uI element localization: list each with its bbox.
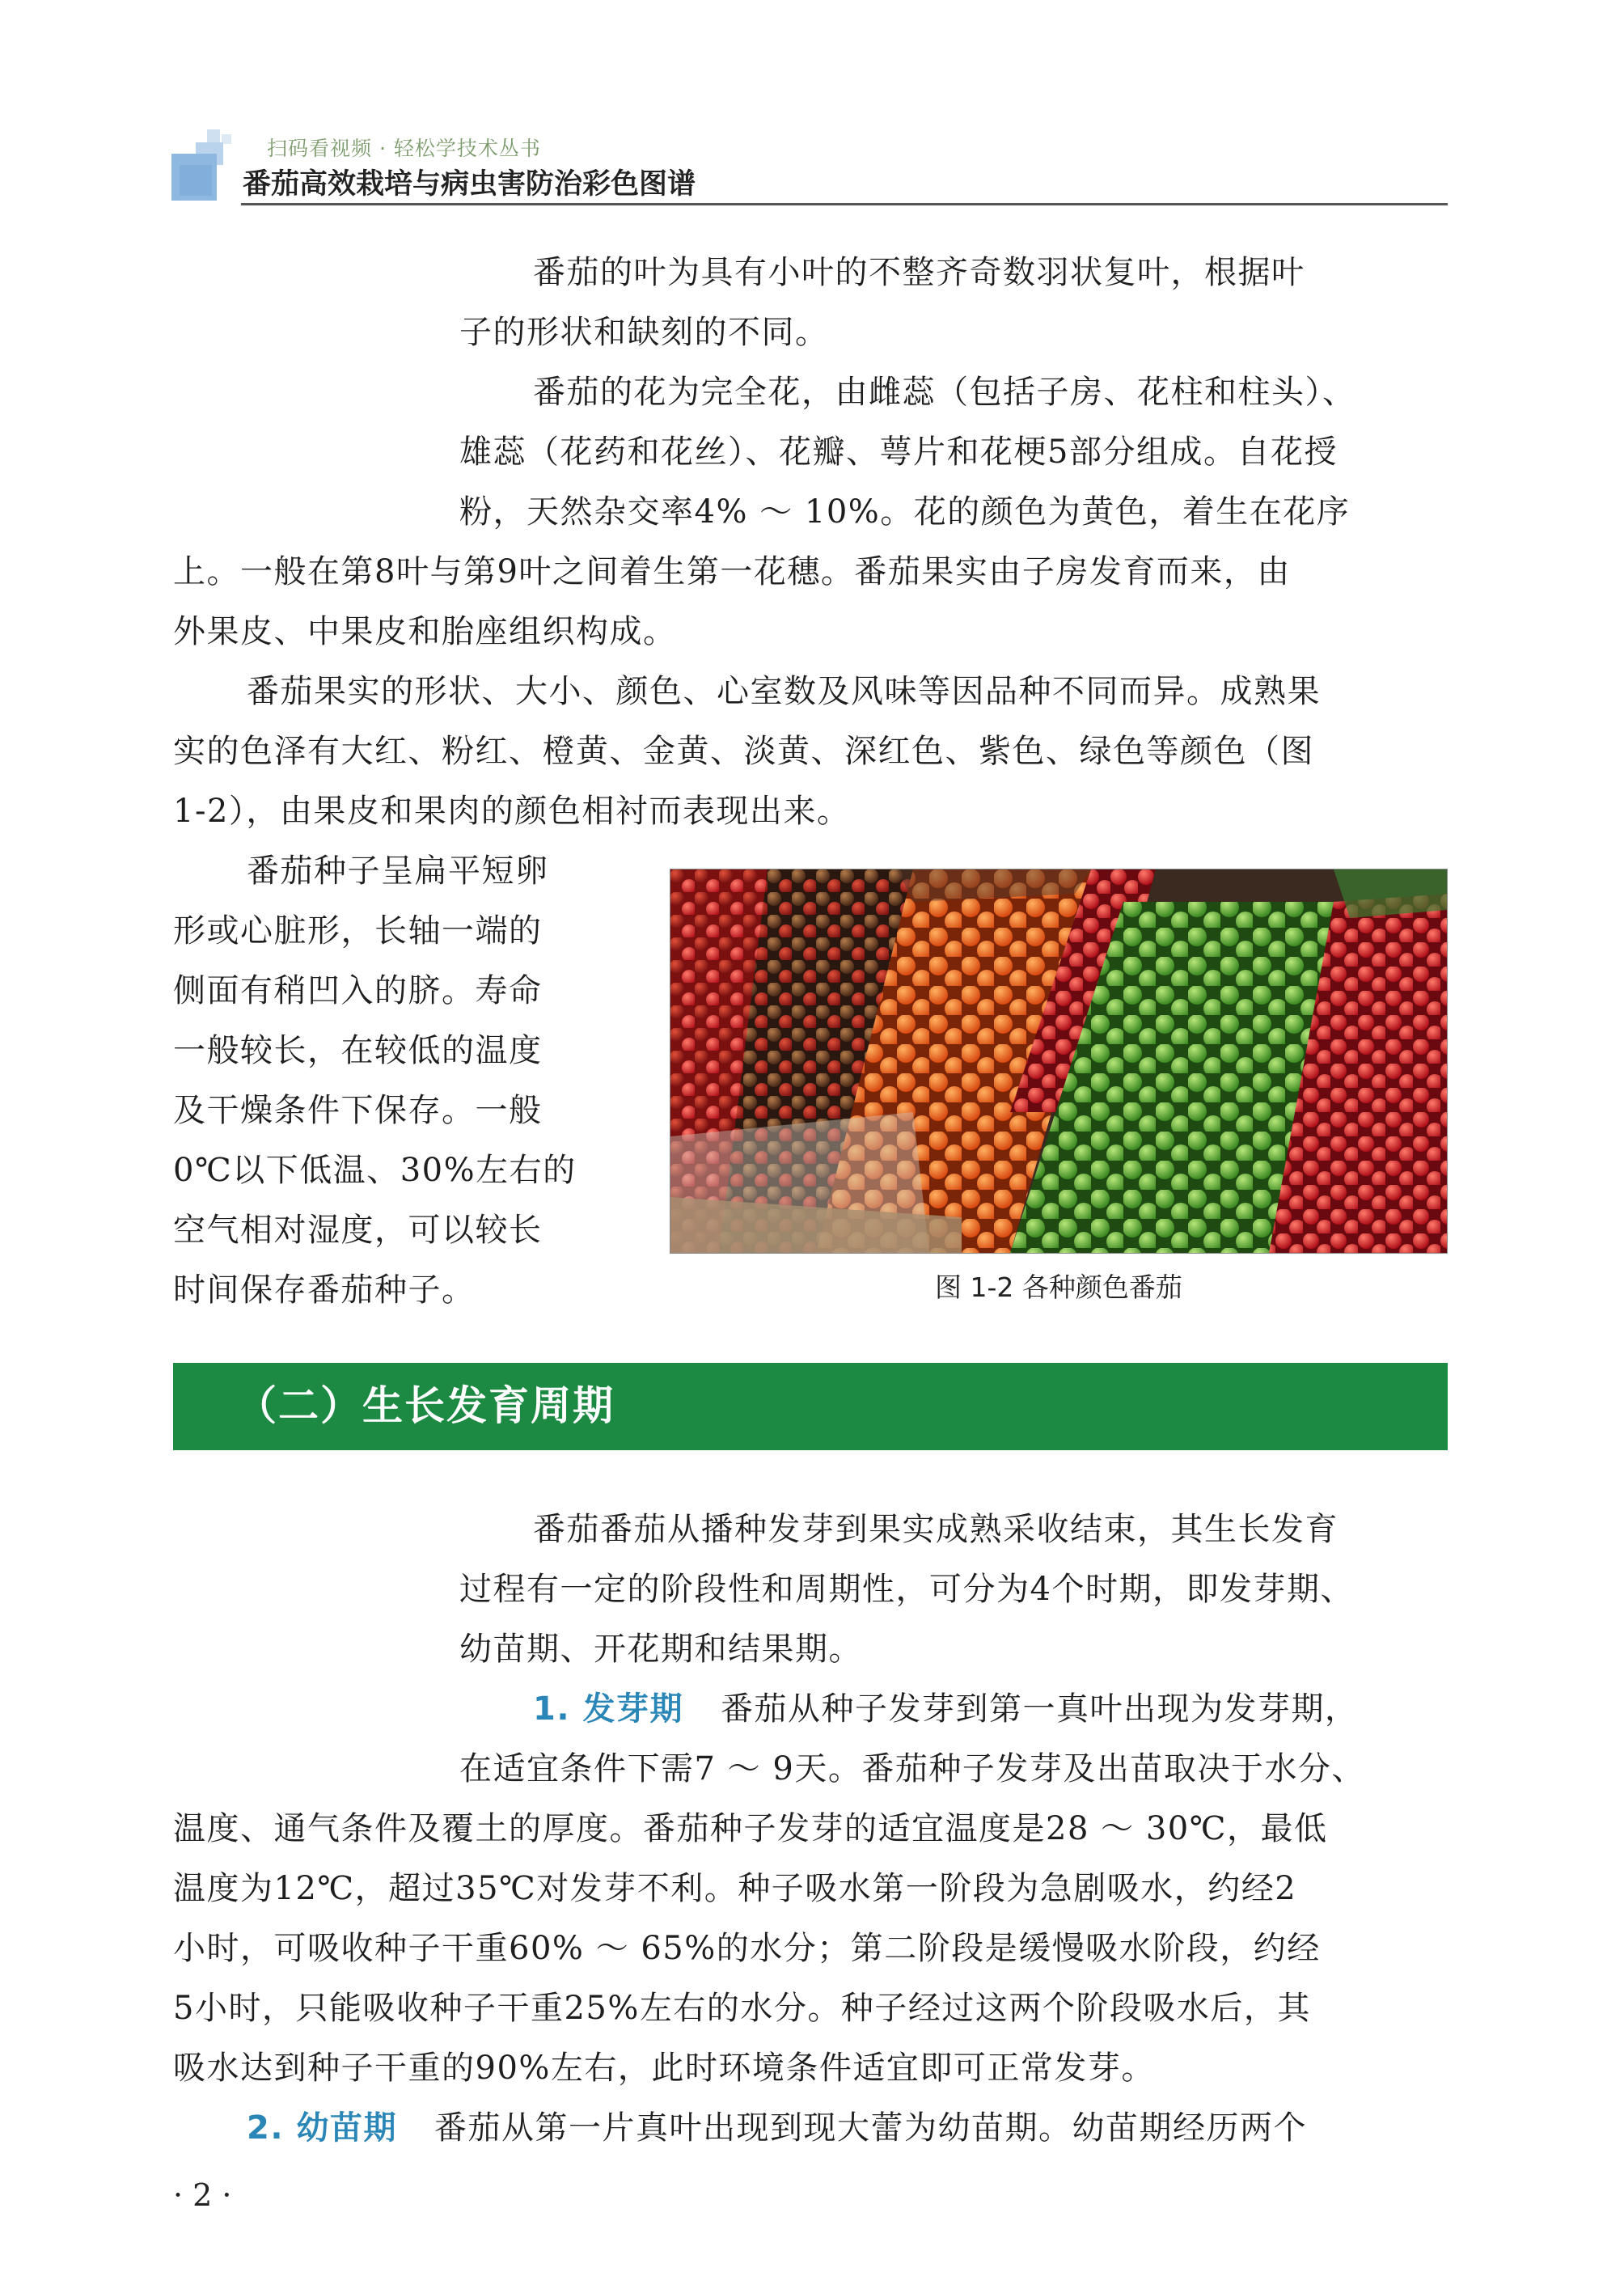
paragraph-seed bbox=[173, 841, 577, 1320]
header-rule bbox=[241, 203, 1448, 205]
text-line: 温度、通气条件及覆土的厚度。番茄种子发芽的适宜温度是28 ～ 30℃，最低 bbox=[173, 1810, 1328, 1847]
text-line: 外果皮、中果皮和胎座组织构成。 bbox=[173, 613, 677, 650]
paragraph-flower bbox=[173, 362, 1356, 662]
text-line: 过程有一定的阶段性和周期性，可分为4个时期，即发芽期、 bbox=[459, 1571, 1354, 1608]
text-line: 侧面有稍凹入的脐。寿命 bbox=[173, 972, 543, 1009]
text-line bbox=[173, 2098, 1307, 2158]
text-line: 番茄番茄从播种发芽到果实成熟采收结束，其生长发育 bbox=[533, 1511, 1339, 1548]
figure-caption: 图 1-2 各种颜色番茄 bbox=[935, 1271, 1182, 1303]
text-line: 番茄果实的形状、大小、颜色、心室数及风味等因品种不同而异。成熟果 bbox=[247, 673, 1321, 710]
text-line: 0℃以下低温、30%左右的 bbox=[173, 1152, 577, 1189]
text-line: 番茄种子呈扁平短卵 bbox=[247, 852, 549, 890]
tomato-photo bbox=[670, 869, 1448, 1254]
header-decoration-icon bbox=[171, 129, 236, 204]
book-title: 番茄高效栽培与病虫害防治彩色图谱 bbox=[243, 168, 696, 201]
text-line: 在适宜条件下需7 ～ 9天。番茄种子发芽及出苗取决于水分、 bbox=[459, 1750, 1365, 1787]
text-line: 上。一般在第8叶与第9叶之间着生第一花穗。番茄果实由子房发育而来，由 bbox=[173, 553, 1291, 590]
paragraph-cycle-intro bbox=[459, 1500, 1354, 1679]
text-line: 小时，可吸收种子干重60% ～ 65%的水分；第二阶段是缓慢吸水阶段，约经 bbox=[173, 1930, 1321, 1967]
section-heading: （二）生长发育周期 bbox=[236, 1382, 615, 1429]
text-line: 及干燥条件下保存。一般 bbox=[173, 1092, 543, 1129]
paragraph-leaf bbox=[459, 243, 1305, 362]
series-name: 扫码看视频 · 轻松学技术丛书 bbox=[267, 137, 541, 160]
text-line: 番茄的叶为具有小叶的不整齐奇数羽状复叶，根据叶 bbox=[533, 254, 1305, 291]
text-line: 雄蕊（花药和花丝）、花瓣、萼片和花梗5部分组成。自花授 bbox=[459, 434, 1338, 471]
text-line: 1-2），由果皮和果肉的颜色相衬而表现出来。 bbox=[173, 793, 851, 830]
text-line bbox=[459, 1679, 1365, 1739]
text-line: 子的形状和缺刻的不同。 bbox=[459, 314, 829, 351]
term-germination: 1. 发芽期 bbox=[533, 1690, 683, 1728]
text-line: 幼苗期、开花期和结果期。 bbox=[459, 1631, 862, 1668]
text-span: 番茄从种子发芽到第一真叶出现为发芽期， bbox=[720, 1690, 1359, 1728]
paragraph-germination bbox=[173, 1679, 1365, 2098]
section-heading-bar bbox=[173, 1363, 1448, 1450]
text-line: 形或心脏形，长轴一端的 bbox=[173, 912, 543, 950]
text-line: 温度为12℃，超过35℃对发芽不利。种子吸水第一阶段为急剧吸水，约经2 bbox=[173, 1870, 1297, 1907]
text-line: 实的色泽有大红、粉红、橙黄、金黄、淡黄、深红色、紫色、绿色等颜色（图 bbox=[173, 733, 1314, 770]
text-line: 吸水达到种子干重的90%左右，此时环境条件适宜即可正常发芽。 bbox=[173, 2050, 1155, 2087]
text-line: 粉，天然杂交率4% ～ 10%。花的颜色为黄色，着生在花序 bbox=[459, 493, 1351, 531]
page-number: · 2 · bbox=[173, 2177, 232, 2213]
text-line: 一般较长，在较低的温度 bbox=[173, 1032, 543, 1069]
text-line: 空气相对湿度，可以较长 bbox=[173, 1212, 543, 1249]
text-line: 时间保存番茄种子。 bbox=[173, 1271, 476, 1309]
text-line: 5小时，只能吸收种子干重25%左右的水分。种子经过这两个阶段吸水后，其 bbox=[173, 1990, 1311, 2027]
paragraph-seedling bbox=[173, 2098, 1307, 2158]
text-span: 番茄从第一片真叶出现到现大蕾为幼苗期。幼苗期经历两个 bbox=[433, 2109, 1307, 2147]
text-line: 番茄的花为完全花，由雌蕊（包括子房、花柱和柱头）、 bbox=[533, 374, 1356, 411]
term-seedling: 2. 幼苗期 bbox=[247, 2109, 397, 2147]
paragraph-fruit bbox=[173, 662, 1321, 841]
